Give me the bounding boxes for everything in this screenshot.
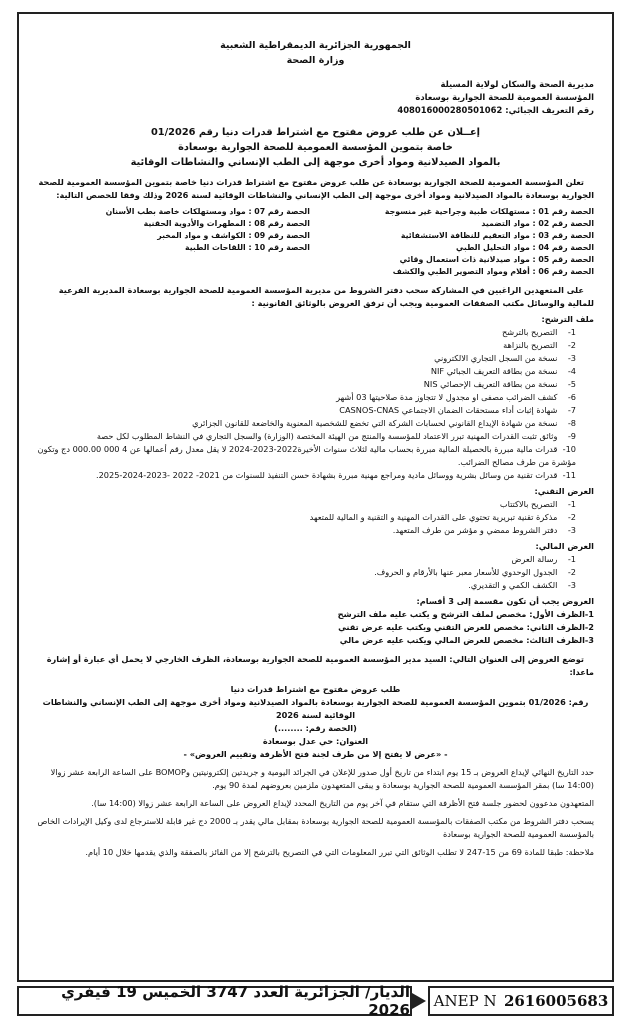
lot-item: الحصة رقم 10 : اللقاحات الطبية (185, 243, 310, 252)
address-line: - «عرض لا يفتح إلا من طرف لجنة فتح الأظرفة وتقييم العروض» - (183, 749, 448, 759)
item-text: شهادة إثبات أداء مستحقات الضمان الاجتماعي CASNOS-CNAS (339, 405, 560, 415)
financial-list (37, 553, 594, 592)
technical-list (37, 498, 594, 537)
item-text: دفتر الشروط ممضي و مؤشر من طرف المتعهد. (392, 525, 560, 535)
arrow-icon (412, 993, 426, 1009)
title-line-1: إعــلان عن طلب عروض مفتوح مع اشتراط قدرات دنيا رقم 01/2026 (150, 127, 481, 138)
tax-id-line (37, 104, 594, 117)
item-number: 3- (567, 580, 576, 590)
technical-item (37, 524, 576, 537)
candidacy-item (37, 430, 576, 443)
item-number: 2- (567, 567, 576, 577)
financial-item (37, 566, 576, 579)
issuer-block (37, 78, 594, 117)
candidacy-item (37, 378, 576, 391)
candidacy-item (37, 404, 576, 417)
item-number: 11- (562, 470, 576, 480)
item-text: نسخة من السجل التجاري الالكتروني (434, 353, 560, 363)
item-text: كشف الضرائب مصفى او مجدول لا تتجاوز مدة صلاحيتها 03 أشهر (336, 392, 560, 402)
candidacy-list (37, 326, 594, 482)
item-number: 9- (567, 431, 576, 441)
intro-paragraph: تعلن المؤسسة العمومية للصحة الجوارية بوسعادة عن طلب عروض مفتوح مع اشتراط قدرات دنيا خاصة بتموين المؤسسة العمومية للصحة الجوارية بوسعادة بالمواد الصيدلانية ومواد أخرى موجهة إلى الطب الإنساني والنشاطات الوقائية لسنة 2026 وذلك وفقا للحصص التالية: (38, 177, 594, 200)
candidacy-item (37, 352, 576, 365)
item-text: نسخة من بطاقة التعريف الإحصائي NIS (423, 379, 560, 389)
address-line: العنوان: حي عدل بوسعادة (262, 736, 369, 746)
title-line-3: بالمواد الصيدلانية ومواد أخرى موجهة إلى الطب الإنساني والنشاطات الوقائية (130, 157, 501, 168)
item-text: التصريح بالنزاهة (503, 340, 560, 350)
anep-label: ANEP N (433, 992, 497, 1010)
financial-title: العرض المالي: (535, 541, 594, 551)
anep-box (428, 986, 614, 1016)
candidacy-item (37, 469, 576, 482)
address-line: (الحصة رقم: ........) (274, 723, 357, 733)
deadline-paragraph: حدد التاريخ النهائي لإيداع العروض بـ 15 يوم ابتداء من تاريخ أول صدور للإعلان في الجرائد اليومية و جريدتين إلكترونيتين وBOMOP على الساعة الرابعة عشر زوالا (14:00 سا) بمقر المؤسسة العمومية للصحة الجوارية بوسعادة و يبقى المتعهدون ملزمين بعروضهم لمدة 90 يوم. (50, 767, 594, 790)
tax-id-label: رقم التعريف الجبائي: (505, 105, 594, 115)
opening-paragraph: المتعهدون مدعوون لحضور جلسة فتح الأظرفة التي ستقام في آخر يوم من التاريخ المحدد لإيداع العروض على الساعة الرابعة عشر زوالا (14:00 سا). (91, 798, 594, 808)
lot-item: الحصة رقم 09 : الكواشف و مواد المخبر (157, 231, 310, 240)
lots-column-right (321, 206, 594, 278)
technical-item (37, 498, 576, 511)
title-line-2: خاصة بتموين المؤسسة العمومية للصحة الجوارية بوسعادة (178, 142, 453, 153)
invite-paragraph: على المتعهدين الراغبين في المشاركة سحب دفتر الشروط من مديرية المؤسسة العمومية للصحة الجوارية بوسعادة المديرية الفرعية للمالية والوسائل مكتب الصفقات العمومية ويجب أن ترفق العروض بالوثائق القانونية : (58, 285, 594, 308)
envelope-item: 3-الظرف الثالث: مخصص للعرض المالي ويكتب عليه عرض مالي (339, 635, 594, 645)
newspaper-footer (17, 983, 412, 1019)
item-text: نسخة من بطاقة التعريف الجبائي NIF (430, 366, 560, 376)
lots-table (37, 206, 594, 278)
item-number: 2- (567, 340, 576, 350)
item-text: الجدول الوحدوي للأسعار معبر عنها بالأرقام و الحروف. (374, 567, 560, 577)
item-number: 3- (567, 353, 576, 363)
note-paragraph: ملاحظة: طبقا للمادة 69 من 15-247 لا تطلب الوثائق التي تبرر المعلومات التي في التصريح بالترشح إلا من الفائز بالصفقة والذي يقدمها خلال 10 أيام. (85, 847, 594, 857)
item-text: مذكرة تقنية تبريرية تحتوي على القدرات المهنية و التقنية و المالية للمتعهد (309, 512, 560, 522)
financial-item (37, 553, 576, 566)
envelopes-title: العروض يجب أن تكون مقسمة إلى 3 أقسام: (416, 596, 594, 606)
lot-item: الحصة رقم 05 : مواد صيدلانية ذات استعمال وقائي (399, 255, 594, 264)
candidacy-item (37, 443, 576, 469)
institution-line: المؤسسة العمومية للصحة الجوارية بوسعادة (415, 92, 594, 102)
item-number: 3- (567, 525, 576, 535)
envelopes-list (37, 608, 594, 647)
item-number: 7- (567, 405, 576, 415)
address-intro: توضع العروض إلى العنوان التالي: السيد مدير المؤسسة العمومية للصحة الجوارية بوسعادة، الظرف الخارجي لا يحمل أي عبارة أو إشارة ماعدا: (46, 654, 594, 677)
newspaper-issue: الديار/ الجزائرية العدد 3747 الخميس 19 فيفري 2026 (61, 983, 410, 1019)
item-number: 4- (567, 366, 576, 376)
lot-item: الحصة رقم 02 : مواد التضميد (481, 219, 594, 228)
item-number: 8- (567, 418, 576, 428)
tender-notice (17, 12, 614, 982)
technical-title: العرض التقني: (534, 486, 594, 496)
item-number: 2- (567, 512, 576, 522)
lots-column-left (37, 206, 310, 278)
lot-item: الحصة رقم 06 : أفلام ومواد التصوير الطبي والكشف (392, 267, 594, 276)
item-number: 5- (567, 379, 576, 389)
lot-item: الحصة رقم 01 : مستهلكات طبية وجراحية غير منسوجة (384, 207, 594, 216)
candidacy-item (37, 417, 576, 430)
item-number: 10- (562, 444, 576, 454)
item-number: 1- (567, 327, 576, 337)
anep-number: 2616005683 (503, 992, 609, 1010)
candidacy-title: ملف الترشح: (541, 314, 594, 324)
item-number: 6- (567, 392, 576, 402)
lot-item: الحصة رقم 04 : مواد التحليل الطبي (456, 243, 594, 252)
address-block (37, 683, 594, 761)
candidacy-item (37, 365, 576, 378)
address-line: طلب عروض مفتوح مع اشتراط قدرات دنيا (230, 684, 401, 694)
republic-heading: الجمهورية الجزائرية الديمقراطية الشعبية (220, 40, 411, 51)
item-text: التصريح بالترشح (501, 327, 560, 337)
item-number: 1- (567, 499, 576, 509)
item-text: رسالة العرض (511, 554, 560, 564)
directorate-line: مديرية الصحة والسكان لولاية المسيلة (440, 79, 594, 89)
item-text: نسخة من شهادة الإيداع القانوني لحسابات الشركة التي تخضع للشخصية المعنوية والخاضعة للقانون الجزائري (192, 418, 560, 428)
item-number: 1- (567, 554, 576, 564)
candidacy-item (37, 391, 576, 404)
item-text: قدرات تقنية من وسائل بشرية ووسائل مادية ومراجع مهنية مبررة بشهادة حسن التنفيذ للسنوات من 2021- 2022 -2023-2024-2025. (95, 470, 560, 480)
address-line: رقم: 01/2026 بتموين المؤسسة العمومية للصحة الجوارية بوسعادة بالمواد الصيدلانية ومواد أخرى موجهة إلى الطب الإنساني والنشاطات الوقائية لسنة 2026 (42, 697, 589, 720)
notice-title (37, 125, 594, 170)
tax-id-value: 408016000280501062 (397, 105, 503, 115)
technical-item (37, 511, 576, 524)
envelope-item: 1-الظرف الأول: مخصص لملف الترشح و يكتب عليه ملف الترشح (337, 609, 594, 619)
item-text: التصريح بالاكتتاب (499, 499, 560, 509)
withdraw-paragraph: يسحب دفتر الشروط من مكتب الصفقات بالمؤسسة العمومية للصحة الجوارية بوسعادة بمقابل مالي يقدر بـ 2000 دج غير قابلة للاسترجاع لدى وكيل الإيرادات الخاص بالمؤسسة العمومية للصحة الجوارية بوسعادة (37, 816, 594, 839)
candidacy-item (37, 326, 576, 339)
item-text: الكشف الكمي و التقديري. (468, 580, 560, 590)
ministry-heading: وزارة الصحة (286, 55, 345, 66)
lot-item: الحصة رقم 03 : مواد التعقيم للنظافة الاستشفائية (400, 231, 594, 240)
item-text: وثائق تثبت القدرات المهنية تبرر الاعتماد للمؤسسة والمنتج من الهيئة المختصة (الوزارة) والسجل التجاري في النشاط المطلوب لكل حصة (96, 431, 560, 441)
item-text: قدرات مالية مبررة بالحصيلة المالية مبررة بحساب مالية لثلاث سنوات الأخيرة2022-2023-2024 لا يقل معدل رقم أعمالها عن 4 000 000.00 دج وتكون مؤشرة من طرف مصالح الضرائب. (37, 444, 576, 467)
lot-item: الحصة رقم 07 : مواد ومستهلكات خاصة بطب الأسنان (105, 207, 310, 216)
candidacy-item (37, 339, 576, 352)
lot-item: الحصة رقم 08 : المطهرات والأدوية الحقنية (143, 219, 310, 228)
envelope-item: 2-الظرف الثاني: مخصص للعرض التقني ويكتب عليه عرض تقني (338, 622, 594, 632)
financial-item (37, 579, 576, 592)
